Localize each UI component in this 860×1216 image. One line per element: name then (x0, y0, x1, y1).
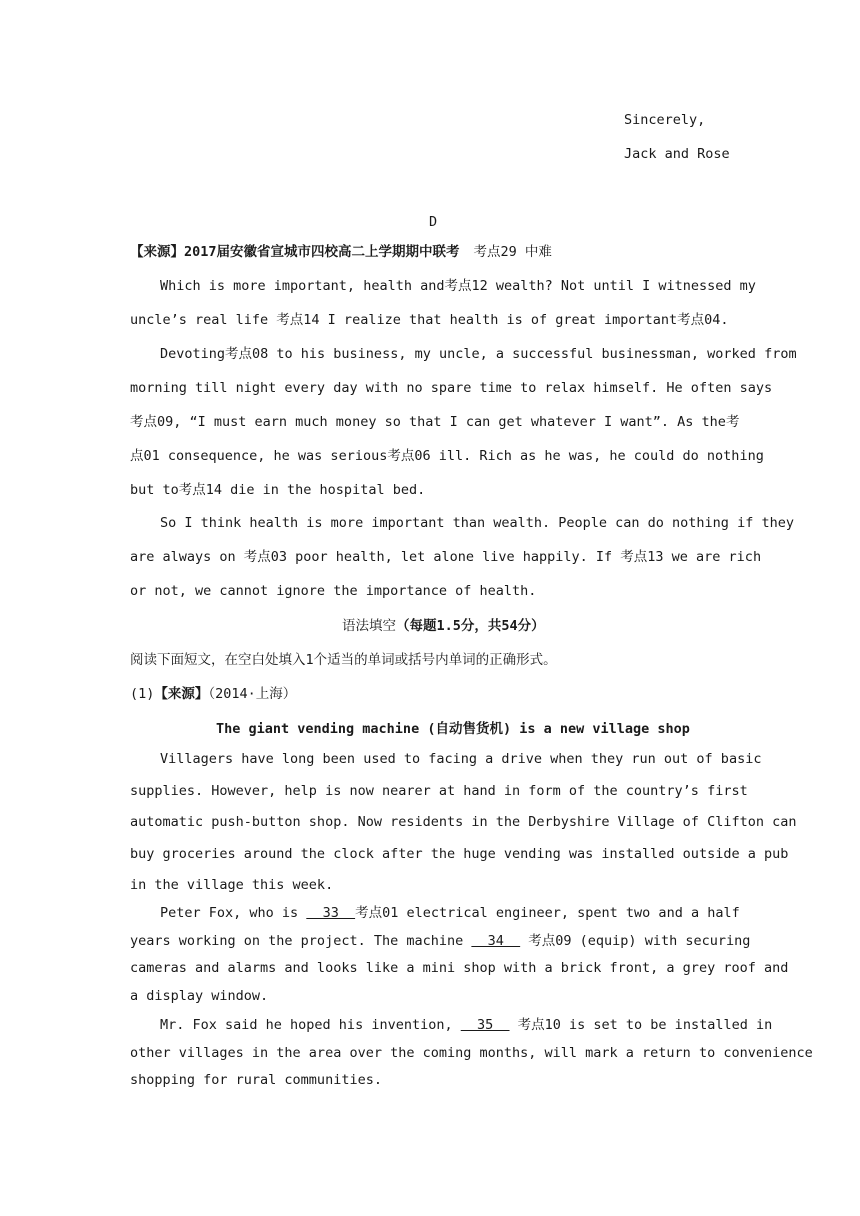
text-line: 点01 consequence, he was serious考点06 ill. Rich as he was, he could do nothing (130, 448, 764, 464)
text-line: Which is more important, health and考点12 wealth? Not until I witnessed my (160, 278, 756, 294)
item-number: (1) (130, 686, 155, 702)
text-line: cameras and alarms and looks like a mini shop with a brick front, a grey roof and (130, 960, 789, 976)
paragraph-3 (130, 506, 794, 608)
grammar-instruction: 阅读下面短文，在空白处填入1个适当的单词或括号内单词的正确形式。 (130, 652, 557, 668)
section-heading: D (429, 214, 438, 230)
passage-title: The giant vending machine (自动售货机) is a new village shop (216, 721, 690, 737)
text-segment: 考点01 electrical engineer, spent two and a half (355, 905, 740, 921)
text-line: So I think health is more important than wealth. People can do nothing if they (160, 515, 794, 531)
text-line: shopping for rural communities. (130, 1072, 382, 1088)
text-line: Devoting考点08 to his business, my uncle, a successful businessman, worked from (160, 346, 797, 362)
item-source-label: 【来源】 (154, 686, 209, 702)
text-line (130, 900, 740, 928)
text-line: automatic push-button shop. Now residents in the Derbyshire Village of Clifton can (130, 814, 797, 830)
item-source-text: （2014·上海） (208, 686, 297, 702)
text-line (130, 928, 751, 956)
text-line (130, 1012, 773, 1040)
paragraph-1 (130, 269, 756, 337)
source-tags: 考点29 中难 (473, 244, 552, 260)
blank-33[interactable]: 33 (306, 905, 356, 921)
letter-signature: Jack and Rose (624, 146, 730, 162)
text-line: in the village this week. (130, 877, 334, 893)
source-line (130, 240, 552, 260)
text-segment: Mr. Fox said he hoped his invention, (160, 1017, 461, 1033)
text-line: supplies. However, help is now nearer at hand in form of the country’s first (130, 782, 748, 799)
text-line: buy groceries around the clock after the huge vending was installed outside a pub (130, 845, 789, 862)
text-line: but to考点14 die in the hospital bed. (130, 482, 426, 498)
text-segment: years working on the project. The machine (130, 932, 472, 949)
text-segment: 考点10 is set to be installed in (509, 1017, 773, 1033)
passage-paragraph-3 (130, 1012, 813, 1095)
grammar-title-text: 语法填空 (342, 618, 396, 634)
text-line: morning till night every day with no spare time to relax himself. He often says (130, 380, 773, 396)
text-line: or not, we cannot ignore the importance of health. (130, 583, 537, 599)
blank-35[interactable]: 35 (460, 1017, 510, 1033)
text-line: other villages in the area over the coming months, will mark a return to convenience (130, 1044, 813, 1061)
item-source-line (130, 682, 296, 702)
text-line: uncle’s real life 考点14 I realize that health is of great important考点04. (130, 312, 729, 328)
grammar-title-score: （每题1.5分，共54分） (396, 618, 545, 634)
passage-paragraph-2 (130, 900, 789, 1010)
text-line: 考点09, “I must earn much money so that I can get whatever I want”. As the考 (130, 414, 740, 430)
source-text: 2017届安徽省宣城市四校高二上学期期中联考 (184, 244, 460, 260)
source-label: 【来源】 (130, 244, 184, 260)
text-line: Villagers have long been used to facing a drive when they run out of basic (160, 751, 762, 767)
letter-closing: Sincerely, (624, 112, 706, 128)
text-segment: Peter Fox, who is (160, 905, 307, 921)
paragraph-2 (130, 337, 797, 507)
grammar-title (342, 614, 545, 634)
blank-34[interactable]: 34 (471, 932, 521, 949)
text-line: a display window. (130, 987, 269, 1004)
text-segment: 考点09 (equip) with securing (520, 932, 751, 949)
text-line: are always on 考点03 poor health, let alone live happily. If 考点13 we are rich (130, 549, 762, 565)
passage-paragraph-1 (130, 744, 797, 902)
